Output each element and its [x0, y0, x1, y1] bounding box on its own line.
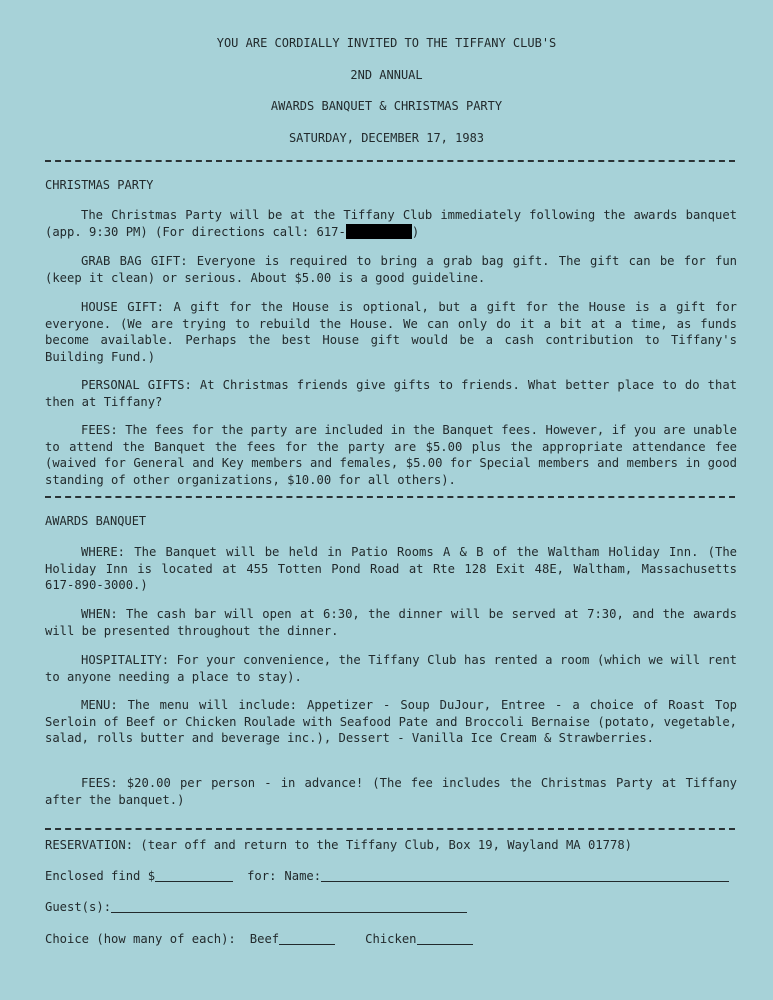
reservation-line: RESERVATION: (tear off and return to the Tiffany Club, Box 19, Wayland MA 01778) — [45, 838, 632, 852]
guests-field[interactable] — [111, 900, 467, 913]
grab-bag-text: GRAB BAG GIFT: Everyone is required to bring a grab bag gift. The gift can be for fun (keep it clean) or serious. About $5.00 is a good guideline. — [45, 254, 737, 285]
house-gift-paragraph — [45, 299, 737, 365]
name-label: Name: — [284, 869, 322, 883]
menu-text: MENU: The menu will include: Appetizer - Soup DuJour, Entree - a choice of Roast Top Serloin of Beef or Chicken Roulade with Seafood Pate and Broccoli Bernaise (potato, vegetable, salad, rolls butter and beverage inc.), Dessert - Vanilla Ice Cream & Strawberries. — [45, 698, 737, 745]
christmas-intro-paragraph — [45, 207, 737, 240]
choice-row — [45, 932, 473, 946]
christmas-party-heading: CHRISTMAS PARTY — [45, 178, 154, 192]
beef-label: Beef — [249, 932, 280, 946]
guests-label: Guest(s): — [45, 900, 112, 914]
hospitality-text: HOSPITALITY: For your convenience, the Tiffany Club has rented a room (which we will rent to anyone needing a place to stay). — [45, 653, 737, 684]
chicken-count-field[interactable] — [417, 932, 473, 945]
where-text: WHERE: The Banquet will be held in Patio Rooms A & B of the Waltham Holiday Inn. (The Holiday Inn is located at 455 Totten Pond Road at Rte 128 Exit 48E, Waltham, Massachusetts 617-890-3000.) — [45, 545, 737, 592]
personal-gifts-paragraph — [45, 377, 737, 410]
hospitality-paragraph — [45, 652, 737, 685]
event-title: AWARDS BANQUET & CHRISTMAS PARTY — [270, 99, 503, 113]
name-field[interactable] — [321, 869, 729, 882]
enclosed-row — [45, 869, 729, 883]
guests-row — [45, 900, 467, 914]
when-text: WHEN: The cash bar will open at 6:30, the dinner will be served at 7:30, and the awards will be presented throughout the dinner. — [45, 607, 737, 638]
redaction-block — [346, 224, 412, 239]
christmas-intro-text: The Christmas Party will be at the Tiffany Club immediately following the awards banquet (app. 9:30 PM) (For directions call: 617- — [45, 208, 737, 239]
christmas-intro-close: ) — [411, 224, 420, 239]
party-fees-paragraph — [45, 422, 737, 488]
party-fees-text: FEES: The fees for the party are included in the Banquet fees. However, if you are unable to attend the Banquet the fees for the party are $5.00 plus the appropriate attendance fee (waived for General and Key members and females, $5.00 for Special members and members in good standing of other organizations, $10.00 for all others). — [45, 423, 737, 487]
banquet-fees-text: FEES: $20.00 per person - in advance! (The fee includes the Christmas Party at Tiffany after the banquet.) — [45, 776, 737, 807]
menu-paragraph — [45, 697, 737, 747]
divider — [45, 160, 735, 162]
personal-gifts-text: PERSONAL GIFTS: At Christmas friends give gifts to friends. What better place to do that then at Tiffany? — [45, 378, 737, 409]
amount-field[interactable] — [155, 869, 233, 882]
choice-label: Choice (how many of each): — [45, 932, 236, 946]
grab-bag-paragraph — [45, 253, 737, 286]
where-paragraph — [45, 544, 737, 594]
house-gift-text: HOUSE GIFT: A gift for the House is optional, but a gift for the House is a gift for everyone. (We are trying to rebuild the House. We can only do it a bit at a time, as funds become available. Perhaps the best House gift would be a cash contribution to Tiffany's Building Fund.) — [45, 300, 737, 364]
divider — [45, 496, 735, 498]
edition-line: 2ND ANNUAL — [350, 68, 423, 82]
for-label: for: — [247, 869, 277, 883]
tear-off-divider — [45, 828, 735, 830]
banquet-fees-paragraph — [45, 775, 737, 808]
chicken-label: Chicken — [365, 932, 417, 946]
invitation-line: YOU ARE CORDIALLY INVITED TO THE TIFFANY CLUB'S — [216, 36, 557, 50]
when-paragraph — [45, 606, 737, 639]
beef-count-field[interactable] — [279, 932, 335, 945]
event-date: SATURDAY, DECEMBER 17, 1983 — [288, 131, 485, 145]
enclosed-label: Enclosed find $ — [45, 869, 156, 883]
awards-banquet-heading: AWARDS BANQUET — [45, 514, 147, 528]
